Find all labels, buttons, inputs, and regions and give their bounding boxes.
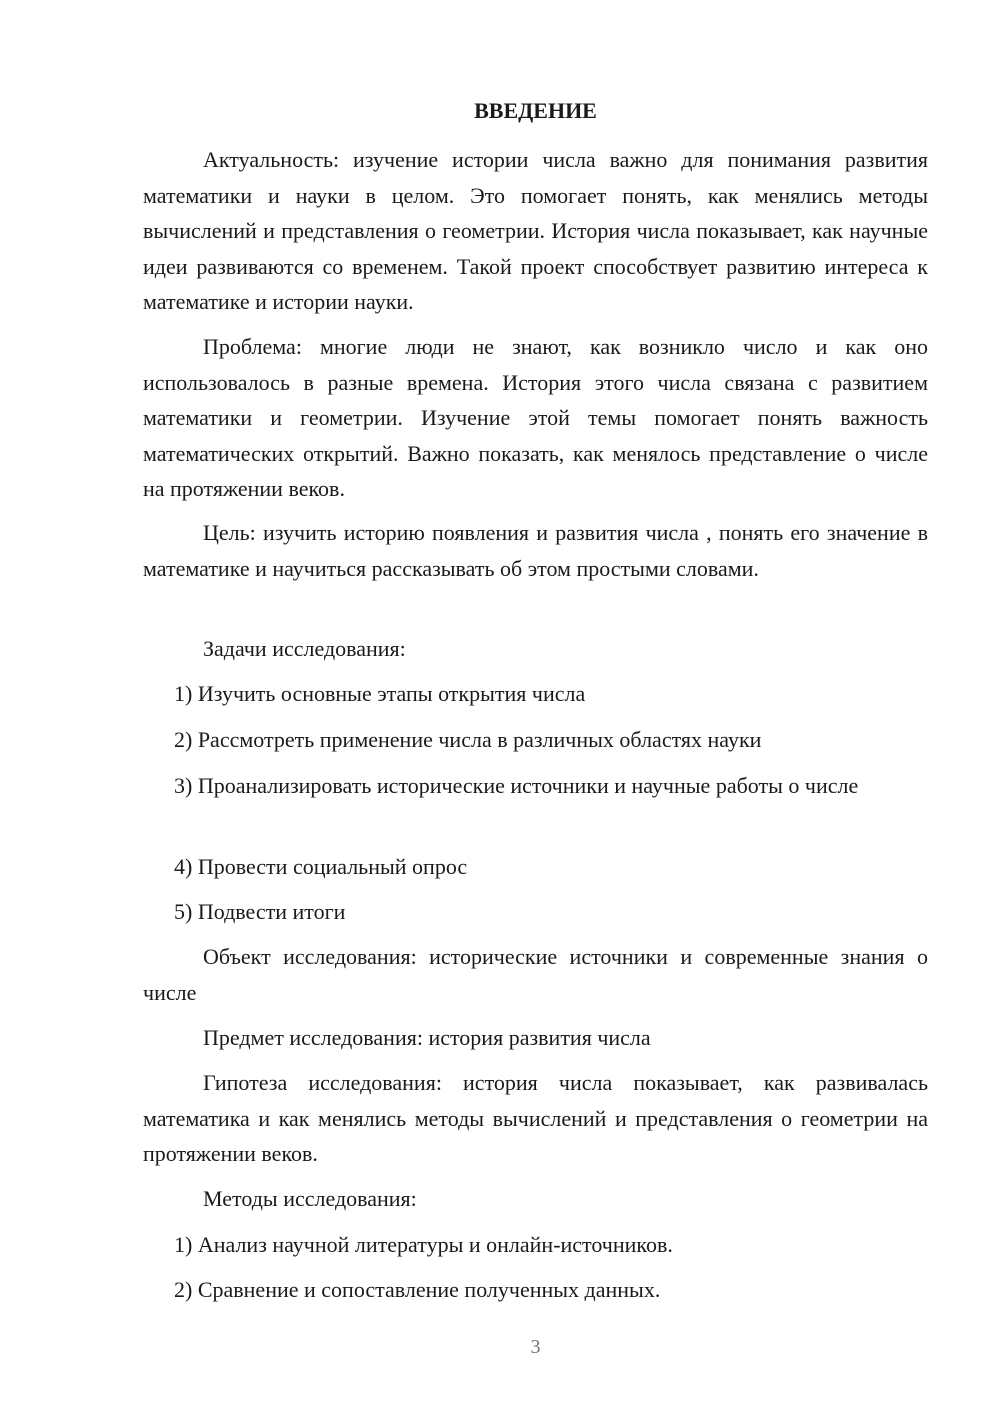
document-page <box>143 0 928 1414</box>
paragraph-relevance: Актуальность: изучение истории числа важно для понимания развития математики и науки в целом. Это помогает понять, как менялись методы вычислений и представления о геометрии. История числа показывает, как научные идеи развиваются со временем. Такой проект способствует развитию интереса к математике и истории науки. <box>143 147 928 314</box>
list-item-method-2: 2) Сравнение и сопоставление полученных данных. <box>174 1277 661 1302</box>
paragraph-hypothesis: Гипотеза исследования: история числа показывает, как развивалась математика и как менялись методы вычислений и представления о геометрии на протяжении веков. <box>143 1070 928 1166</box>
paragraph-object: Объект исследования: исторические источники и современные знания о числе <box>143 944 928 1005</box>
tasks-heading: Задачи исследования: <box>203 636 406 661</box>
page-title: ВВЕДЕНИЕ <box>474 98 597 123</box>
list-item-task-5: 5) Подвести итоги <box>174 899 346 924</box>
paragraph-goal: Цель: изучить историю появления и развития числа , понять его значение в математике и научиться рассказывать об этом простыми словами. <box>143 520 928 581</box>
list-item-method-1: 1) Анализ научной литературы и онлайн-источников. <box>174 1232 673 1257</box>
paragraph-subject: Предмет исследования: история развития числа <box>203 1025 651 1050</box>
list-item-task-3: 3) Проанализировать исторические источники и научные работы о числе <box>174 773 859 798</box>
paragraph-problem: Проблема: многие люди не знают, как возникло число и как оно использовалось в разные времена. История этого числа связана с развитием математики и геометрии. Изучение этой темы помогает понять важность математических открытий. Важно показать, как менялось представление о числе на протяжении веков. <box>143 334 928 501</box>
list-item-task-1: 1) Изучить основные этапы открытия числа <box>174 681 586 706</box>
methods-heading: Методы исследования: <box>203 1186 417 1211</box>
page-number: 3 <box>530 1336 541 1358</box>
list-item-task-4: 4) Провести социальный опрос <box>174 854 468 879</box>
list-item-task-2: 2) Рассмотреть применение числа в различных областях науки <box>174 727 762 752</box>
